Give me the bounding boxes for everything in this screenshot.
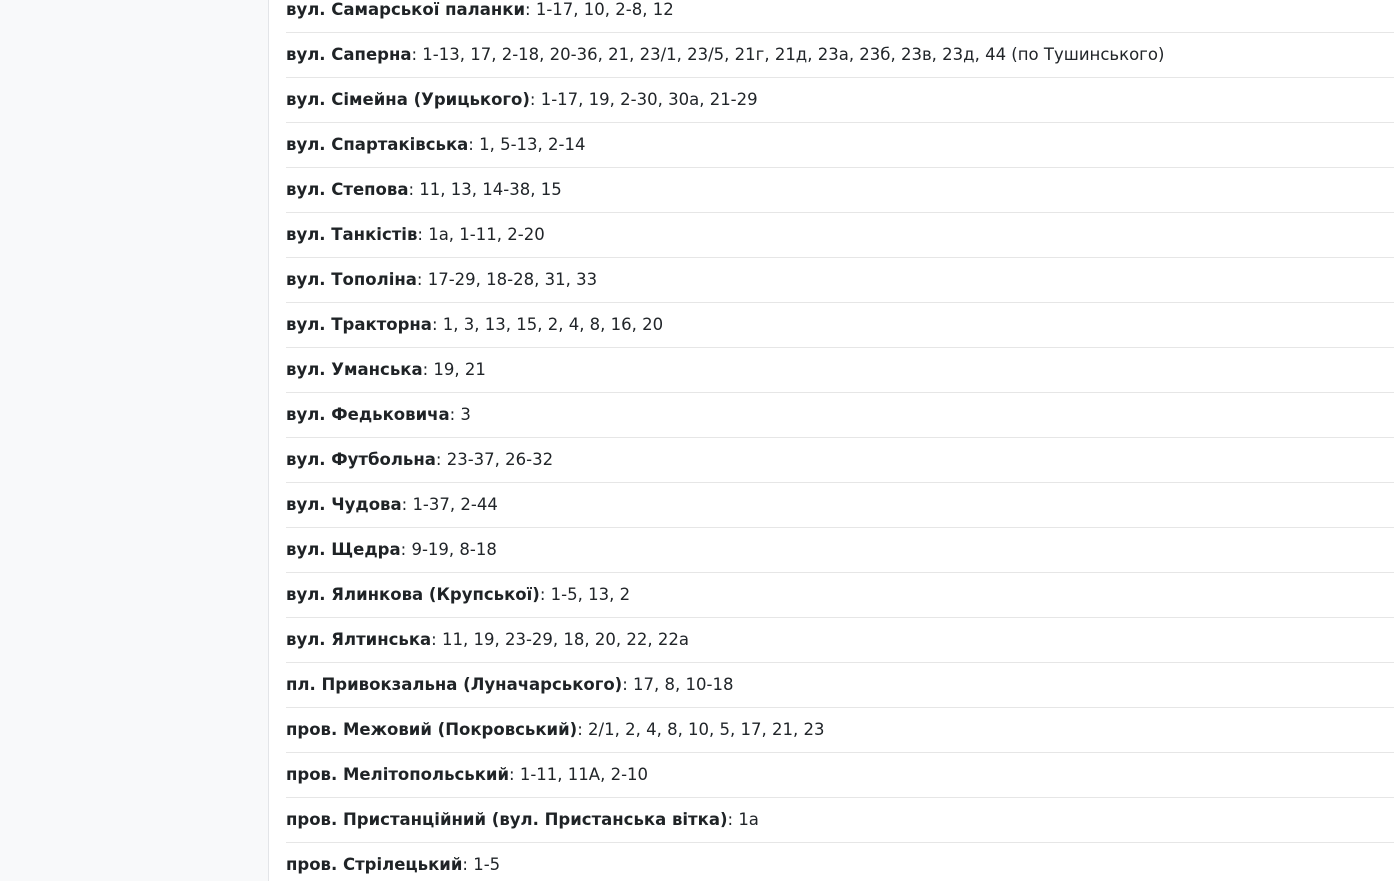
street-name: пров. Мелітопольський (286, 765, 510, 784)
house-numbers: 1-5 (473, 855, 501, 874)
separator: : (529, 90, 541, 109)
separator: : (431, 315, 443, 334)
house-numbers: 1-5, 13, 2 (550, 585, 631, 604)
street-name: пров. Пристанційний (вул. Пристанська вітка) (286, 810, 728, 829)
list-item (286, 0, 1394, 33)
street-name: вул. Ялинкова (Крупської) (286, 585, 540, 604)
list-item (286, 168, 1394, 213)
house-numbers: 1, 5-13, 2-14 (479, 135, 586, 154)
street-name: вул. Тополіна (286, 270, 417, 289)
house-numbers: 3 (460, 405, 471, 424)
list-item (286, 123, 1394, 168)
house-numbers: 17, 8, 10-18 (633, 675, 734, 694)
house-numbers: 11, 19, 23-29, 18, 20, 22, 22а (441, 630, 689, 649)
list-item (286, 303, 1394, 348)
street-name: вул. Чудова (286, 495, 402, 514)
separator: : (435, 450, 447, 469)
street-list (286, 0, 1394, 881)
street-name: пл. Привокзальна (Луначарського) (286, 675, 623, 694)
separator: : (462, 855, 474, 874)
street-name: вул. Уманська (286, 360, 423, 379)
list-item (286, 663, 1394, 708)
street-name: вул. Степова (286, 180, 409, 199)
list-item (286, 708, 1394, 753)
house-numbers: 1-17, 19, 2-30, 30а, 21-29 (540, 90, 758, 109)
house-numbers: 1-11, 11А, 2-10 (519, 765, 649, 784)
list-item (286, 483, 1394, 528)
street-name: вул. Щедра (286, 540, 401, 559)
street-name: вул. Сімейна (Урицького) (286, 90, 530, 109)
list-item (286, 843, 1394, 881)
separator: : (431, 630, 442, 649)
house-numbers: 11, 13, 14-38, 15 (419, 180, 562, 199)
street-name: вул. Саперна (286, 45, 412, 64)
house-numbers: 1-37, 2-44 (412, 495, 498, 514)
list-item (286, 618, 1394, 663)
separator: : (422, 360, 434, 379)
separator: : (416, 270, 428, 289)
separator: : (400, 540, 412, 559)
separator: : (539, 585, 551, 604)
list-item (286, 213, 1394, 258)
separator: : (408, 180, 420, 199)
street-list-section (286, 0, 1394, 881)
list-item (286, 438, 1394, 483)
list-item (286, 798, 1394, 843)
separator: : (468, 135, 480, 154)
street-name: вул. Самарської паланки (286, 0, 526, 19)
house-numbers: 19, 21 (433, 360, 486, 379)
street-name: вул. Тракторна (286, 315, 432, 334)
list-item (286, 573, 1394, 618)
house-numbers: 2/1, 2, 4, 8, 10, 5, 17, 21, 23 (588, 720, 825, 739)
house-numbers: 23-37, 26-32 (446, 450, 554, 469)
street-name: вул. Спартаківська (286, 135, 469, 154)
house-numbers: 1а (738, 810, 759, 829)
house-numbers: 1а, 1-11, 2-20 (428, 225, 545, 244)
house-numbers: 1-13, 17, 2-18, 20-36, 21, 23/1, 23/5, 21г, 21д, 23а, 23б, 23в, 23д, 44 (по Тушинського) (422, 45, 1165, 64)
street-name: вул. Федьковича (286, 405, 450, 424)
list-item (286, 348, 1394, 393)
left-sidebar (0, 0, 269, 881)
separator: : (509, 765, 520, 784)
street-name: вул. Танкістів (286, 225, 418, 244)
list-item (286, 78, 1394, 123)
house-numbers: 1-17, 10, 2-8, 12 (535, 0, 674, 19)
street-name: пров. Стрілецький (286, 855, 463, 874)
list-item (286, 753, 1394, 798)
house-numbers: 9-19, 8-18 (411, 540, 497, 559)
separator: : (577, 720, 589, 739)
street-name: вул. Ялтинська (286, 630, 432, 649)
list-item (286, 393, 1394, 438)
house-numbers: 1, 3, 13, 15, 2, 4, 8, 16, 20 (442, 315, 664, 334)
house-numbers: 17-29, 18-28, 31, 33 (427, 270, 598, 289)
street-name: пров. Межовий (Покровський) (286, 720, 578, 739)
separator: : (401, 495, 413, 514)
list-item (286, 33, 1394, 78)
separator: : (411, 45, 423, 64)
list-item (286, 258, 1394, 303)
street-name: вул. Футбольна (286, 450, 436, 469)
separator: : (417, 225, 429, 244)
separator: : (622, 675, 634, 694)
separator: : (525, 0, 536, 19)
separator: : (727, 810, 739, 829)
separator: : (449, 405, 461, 424)
list-item (286, 528, 1394, 573)
